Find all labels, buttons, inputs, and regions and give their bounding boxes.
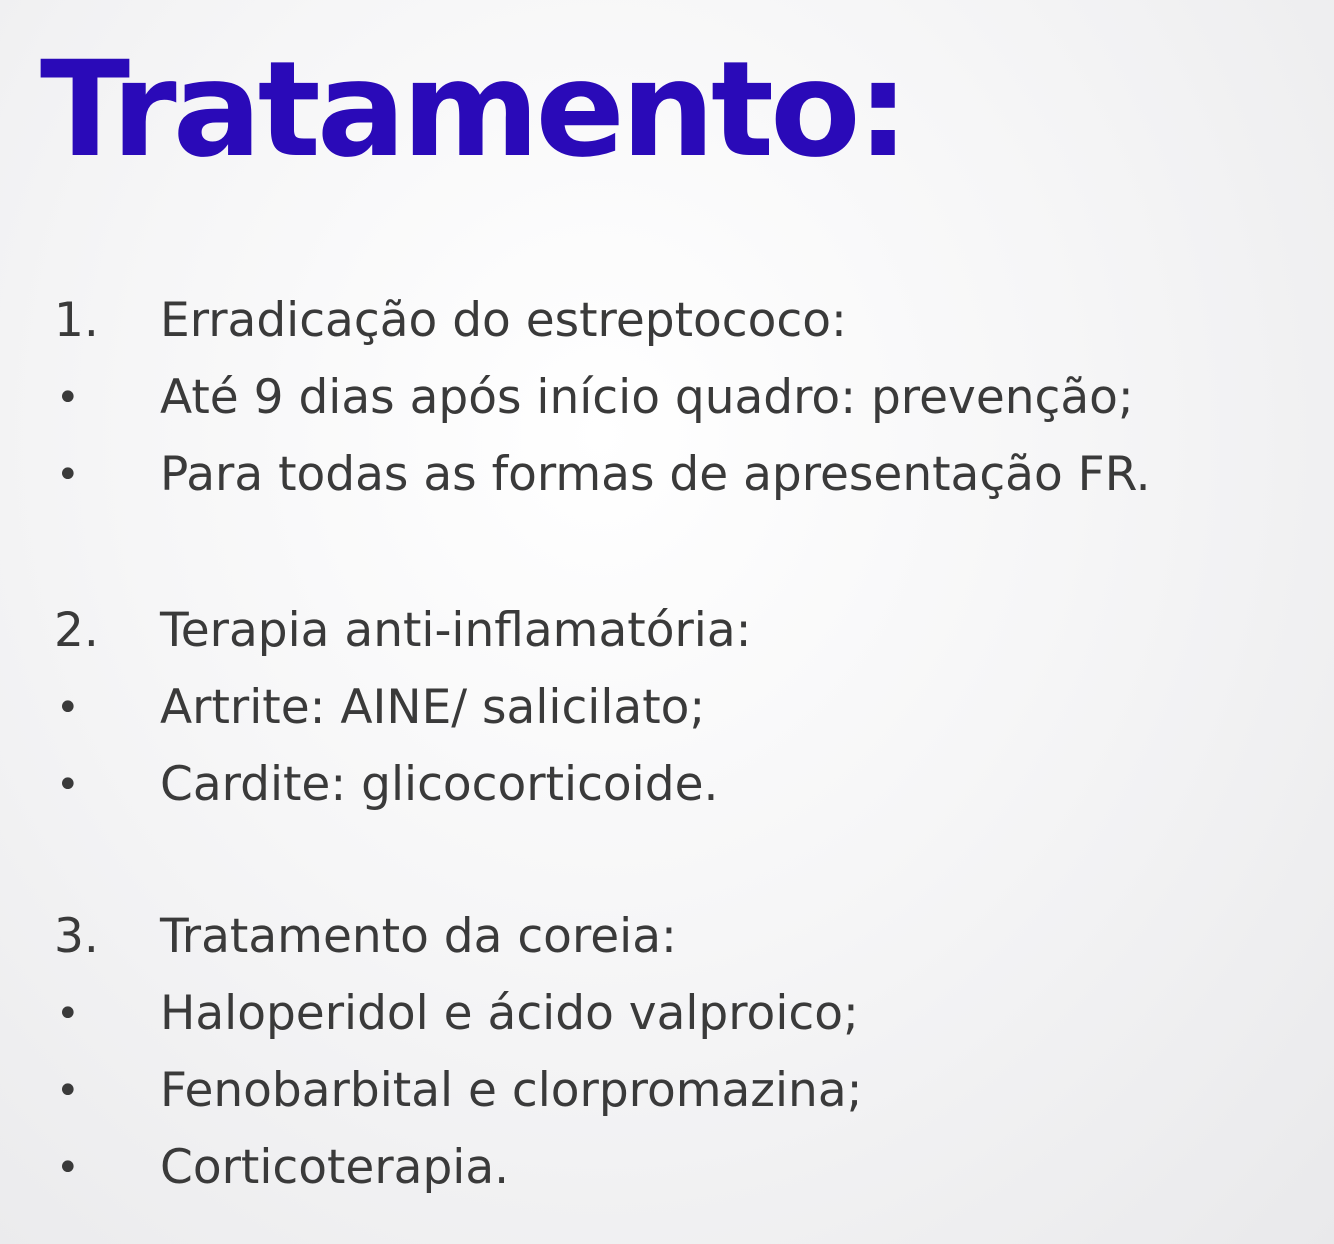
list-item [0,754,1334,831]
section-chorea-treatment [0,906,1334,1214]
list-item [0,677,1334,754]
list-item-text: Haloperidol e ácido valproico; [160,986,859,1041]
section-number: 3. [54,909,99,964]
section-heading-row [0,600,1334,677]
bullet-icon: • [56,991,80,1037]
bullet-icon: • [56,375,80,421]
bullet-icon: • [56,1145,80,1191]
section-eradication [0,290,1334,521]
slide-title: Tratamento: [40,33,906,187]
section-heading-row [0,290,1334,367]
section-number: 2. [54,603,99,658]
list-item-text: Fenobarbital e clorpromazina; [160,1063,863,1118]
bullet-icon: • [56,452,80,498]
list-item-text: Cardite: glicocorticoide. [160,757,719,812]
section-number: 1. [54,293,99,348]
bullet-icon: • [56,685,80,731]
list-item [0,444,1334,521]
section-heading: Terapia anti-inflamatória: [160,603,752,658]
list-item [0,1060,1334,1137]
list-item [0,367,1334,444]
bullet-icon: • [56,1068,80,1114]
list-item [0,983,1334,1060]
section-heading: Erradicação do estreptococo: [160,293,847,348]
list-item-text: Artrite: AINE/ salicilato; [160,680,706,735]
list-item-text: Corticoterapia. [160,1140,510,1195]
list-item-text: Até 9 dias após início quadro: prevenção; [160,370,1134,425]
section-heading: Tratamento da coreia: [160,909,677,964]
list-item [0,1137,1334,1214]
section-heading-row [0,906,1334,983]
list-item-text: Para todas as formas de apresentação FR. [160,447,1151,502]
bullet-icon: • [56,762,80,808]
section-anti-inflammatory [0,600,1334,831]
